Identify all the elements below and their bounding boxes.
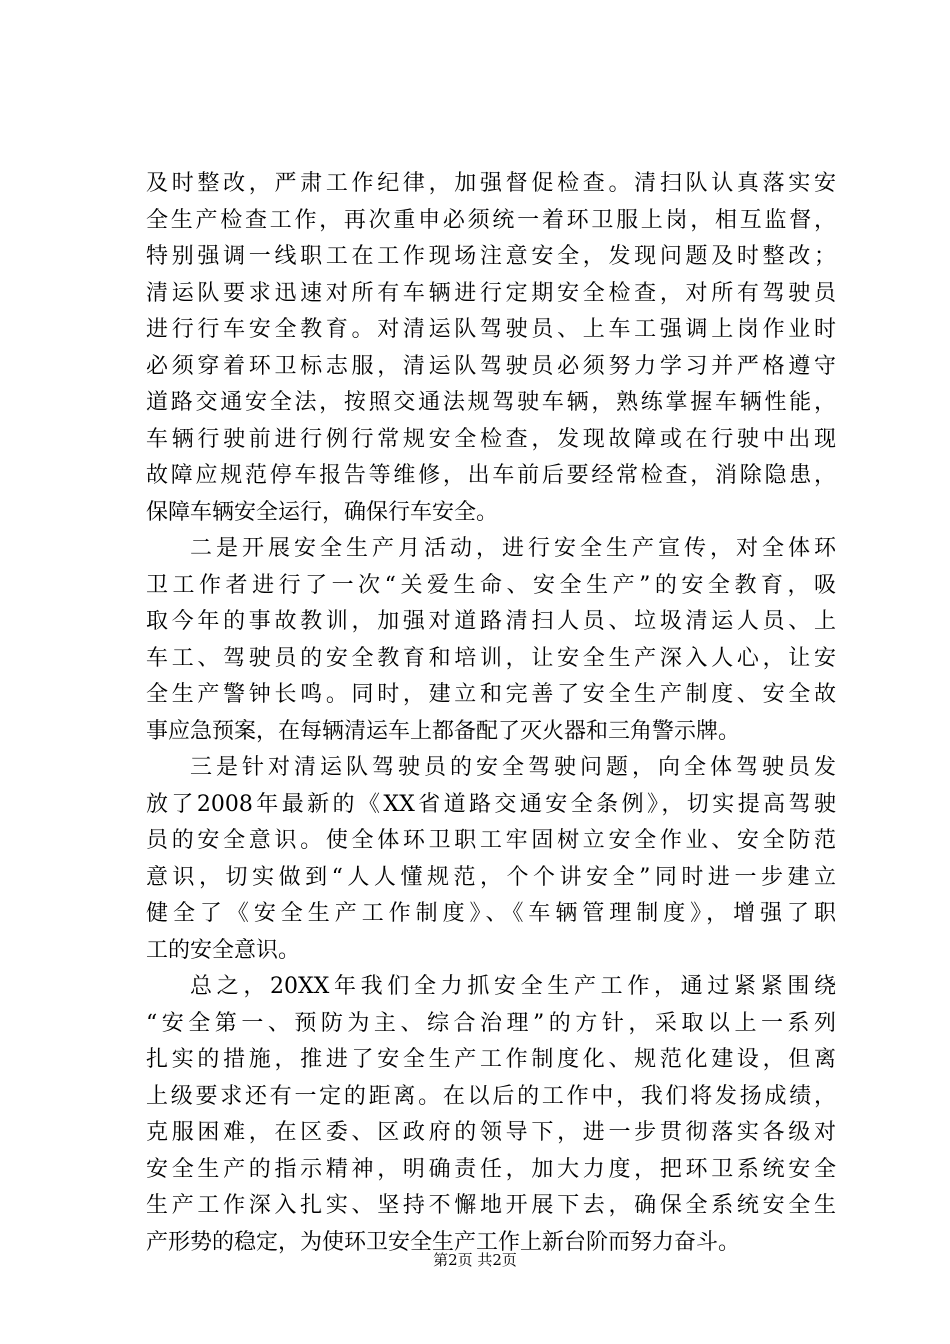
- paragraph-start-line: 三是针对清运队驾驶员的安全驾驶问题，向全体驾驶员发: [190, 755, 836, 780]
- text-line: 扎实的措施，推进了安全生产工作制度化、规范化建设，但离: [146, 1047, 836, 1072]
- text-line: 保障车辆安全运行，确保行车安全。: [146, 499, 499, 525]
- text-line: 全生产检查工作，再次重申必须统一着环卫服上岗，相互监督，: [146, 207, 836, 233]
- text-line: 克服困难，在区委、区政府的领导下，进一步贯彻落实各级对: [146, 1120, 836, 1145]
- text-line: 工的安全意识。: [146, 937, 301, 963]
- text-line: 事应急预案，在每辆清运车上都备配了灭火器和三角警示牌。: [146, 718, 741, 744]
- text-line: 卫工作者进行了一次“关爱生命、安全生产”的安全教育，吸: [146, 572, 836, 598]
- text-line: 必须穿着环卫标志服，清运队驾驶员必须努力学习并严格遵守: [146, 353, 836, 379]
- text-line: 清运队要求迅速对所有车辆进行定期安全检查，对所有驾驶员: [146, 280, 836, 306]
- text-line: 意识，切实做到“人人懂规范，个个讲安全”同时进一步建立: [146, 864, 836, 890]
- text-line: 上级要求还有一定的距离。在以后的工作中，我们将发扬成绩，: [146, 1083, 836, 1109]
- text-line: 及时整改，严肃工作纪律，加强督促检查。清扫队认真落实安: [146, 171, 836, 196]
- text-line: 健全了《安全生产工作制度》、《车辆管理制度》，增强了职: [146, 901, 836, 926]
- text-line: 员的安全意识。使全体环卫职工牢固树立安全作业、安全防范: [146, 828, 836, 853]
- text-line: 取今年的事故教训，加强对道路清扫人员、垃圾清运人员、上: [146, 609, 836, 634]
- text-line: 故障应规范停车报告等维修，出车前后要经常检查，消除隐患，: [146, 463, 836, 488]
- text-line: 全生产警钟长鸣。同时，建立和完善了安全生产制度、安全故: [146, 682, 836, 707]
- text-line: 放了2008年最新的《XX省道路交通安全条例》，切实提高驾驶: [146, 791, 836, 817]
- text-line: 进行行车安全教育。对清运队驾驶员、上车工强调上岗作业时: [146, 317, 836, 342]
- document-body: [146, 166, 836, 1261]
- text-line: 生产工作深入扎实、坚持不懈地开展下去，确保全系统安全生: [146, 1193, 836, 1218]
- text-line: 道路交通安全法，按照交通法规驾驶车辆，熟练掌握车辆性能，: [146, 390, 836, 415]
- text-line: 车工、驾驶员的安全教育和培训，让安全生产深入人心，让安: [146, 645, 836, 671]
- paragraph-start-line: 二是开展安全生产月活动，进行安全生产宣传，对全体环: [190, 536, 836, 561]
- text-line: 特别强调一线职工在工作现场注意安全，发现问题及时整改；: [146, 244, 836, 269]
- page-number-footer: 第2页 共2页: [433, 1251, 517, 1269]
- paragraph-start-line: 总之，20XX年我们全力抓安全生产工作，通过紧紧围绕: [190, 974, 836, 999]
- text-line: 车辆行驶前进行例行常规安全检查，发现故障或在行驶中出现: [146, 426, 836, 452]
- text-line: 产形势的稳定，为使环卫安全生产工作上新台阶而努力奋斗。: [146, 1229, 741, 1255]
- text-line: “安全第一、预防为主、综合治理”的方针，采取以上一系列: [146, 1010, 836, 1036]
- text-line: 安全生产的指示精神，明确责任，加大力度，把环卫系统安全: [146, 1156, 836, 1182]
